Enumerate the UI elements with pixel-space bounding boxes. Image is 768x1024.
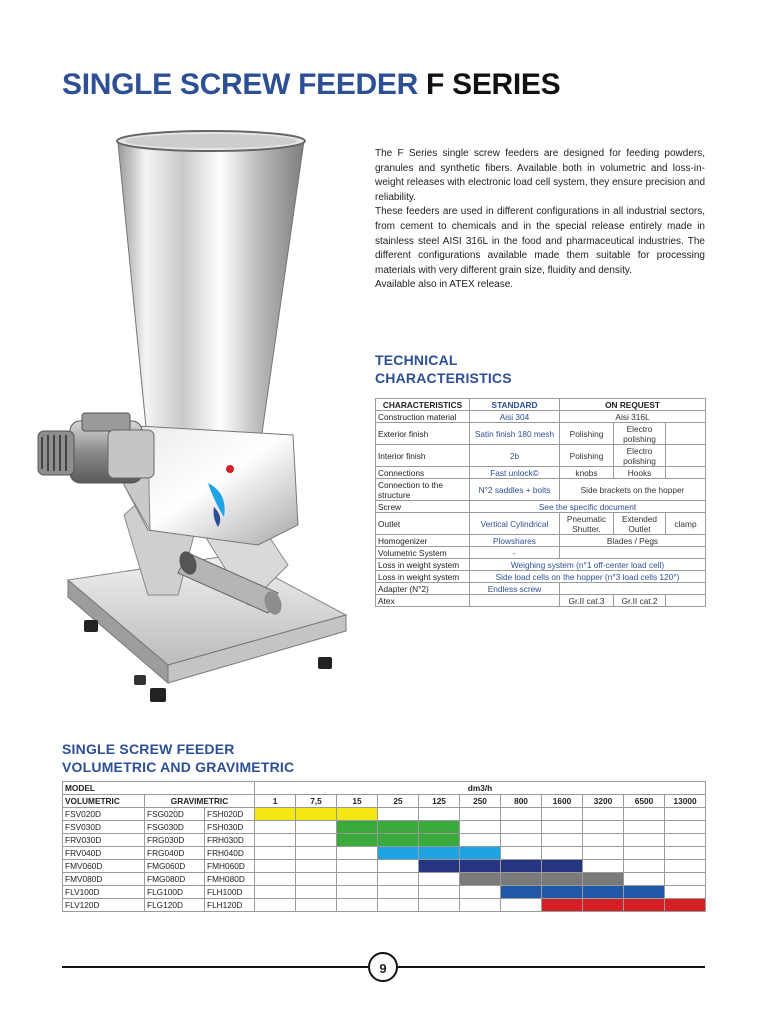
capacity-cell — [378, 808, 419, 821]
row-name: Volumetric System — [376, 547, 470, 559]
capacity-cell — [665, 886, 706, 899]
capacity-header: 13000 — [665, 795, 706, 808]
row-name: Adapter (N°2) — [376, 583, 470, 595]
capacity-cell — [378, 860, 419, 873]
table-row — [63, 873, 706, 886]
capacity-bar-cell — [337, 834, 378, 847]
capacity-bar-cell — [501, 860, 542, 873]
row-name: Homogenizer — [376, 535, 470, 547]
capacity-cell — [583, 834, 624, 847]
table-row — [63, 899, 706, 912]
model-code: FRG030D — [145, 834, 205, 847]
capacity-header: 6500 — [624, 795, 665, 808]
title-black: F SERIES — [426, 68, 561, 101]
technical-characteristics-heading — [375, 351, 705, 387]
capacity-bar-cell — [501, 886, 542, 899]
capacity-cell — [419, 808, 460, 821]
model-label: MODEL — [63, 782, 255, 795]
capacity-bar-cell — [501, 873, 542, 886]
capacity-header: 25 — [378, 795, 419, 808]
page-title — [62, 68, 560, 102]
model-code: FLH100D — [205, 886, 255, 899]
row-option: Aisi 316L — [560, 411, 706, 423]
capacity-cell — [624, 860, 665, 873]
capacity-cell — [255, 873, 296, 886]
capacity-cell — [583, 860, 624, 873]
gravimetric-label: GRAVIMETRIC — [145, 795, 255, 808]
capacity-cell — [378, 873, 419, 886]
model-code: FLG120D — [145, 899, 205, 912]
row-name: Screw — [376, 501, 470, 513]
volumetric-label: VOLUMETRIC — [63, 795, 145, 808]
row-standard: - — [470, 547, 560, 559]
capacity-cell — [255, 821, 296, 834]
table-header-row — [376, 399, 706, 411]
table-row — [376, 479, 706, 501]
table-row — [63, 847, 706, 860]
row-option: Side brackets on the hopper — [560, 479, 706, 501]
row-option-empty — [666, 445, 706, 467]
capacity-cell — [296, 821, 337, 834]
row-option-empty — [666, 423, 706, 445]
capacity-bar-cell — [378, 847, 419, 860]
table-row — [63, 860, 706, 873]
model-code: FMV060D — [63, 860, 145, 873]
model-code: FSV020D — [63, 808, 145, 821]
row-standard: Plowshares — [470, 535, 560, 547]
capacity-cell — [255, 899, 296, 912]
capacity-bar-cell — [460, 873, 501, 886]
row-standard: Endless screw — [470, 583, 560, 595]
model-code: FLV100D — [63, 886, 145, 899]
row-option: Gr.II cat.3 — [560, 595, 614, 607]
table-row — [376, 445, 706, 467]
capacity-header: 125 — [419, 795, 460, 808]
capacity-header: 3200 — [583, 795, 624, 808]
model-code: FRV030D — [63, 834, 145, 847]
table-row — [63, 821, 706, 834]
model-code: FLV120D — [63, 899, 145, 912]
capacity-cell — [460, 834, 501, 847]
capacity-cell — [501, 834, 542, 847]
table-row — [63, 834, 706, 847]
row-standard: Side load cells on the hopper (n°3 load cells 120°) — [470, 571, 706, 583]
capacity-cell — [583, 847, 624, 860]
feeder-machine-image — [28, 125, 358, 715]
capacity-header: 7,5 — [296, 795, 337, 808]
capacity-header: 1600 — [542, 795, 583, 808]
page-number: 9 — [368, 952, 398, 982]
row-standard: 2b — [470, 445, 560, 467]
models-header-row-2 — [63, 795, 706, 808]
capacity-bar-cell — [337, 808, 378, 821]
capacity-bar-cell — [460, 860, 501, 873]
row-option: Electro polishing — [614, 423, 666, 445]
row-option: Extended Outlet — [614, 513, 666, 535]
table-row — [376, 467, 706, 479]
model-code: FSV030D — [63, 821, 145, 834]
footer-rule-right — [398, 966, 705, 968]
row-name: Connection to the structure — [376, 479, 470, 501]
capacity-cell — [460, 808, 501, 821]
capacity-cell — [337, 886, 378, 899]
capacity-cell — [460, 821, 501, 834]
capacity-bar-cell — [583, 873, 624, 886]
capacity-bar-cell — [296, 808, 337, 821]
capacity-cell — [583, 821, 624, 834]
unit-label: dm3/h — [255, 782, 706, 795]
row-option-empty — [560, 547, 706, 559]
table-row — [63, 808, 706, 821]
capacity-cell — [583, 808, 624, 821]
capacity-cell — [501, 847, 542, 860]
row-option: Polishing — [560, 445, 614, 467]
capacity-cell — [296, 860, 337, 873]
model-code: FMH080D — [205, 873, 255, 886]
row-standard-empty — [470, 595, 560, 607]
capacity-cell — [665, 847, 706, 860]
model-code: FMG080D — [145, 873, 205, 886]
single-screw-feeder-heading — [62, 740, 462, 776]
capacity-cell — [624, 834, 665, 847]
capacity-cell — [378, 886, 419, 899]
table-row — [376, 571, 706, 583]
model-code: FMV080D — [63, 873, 145, 886]
capacity-bar-cell — [255, 808, 296, 821]
row-option: Pneumatic Shutter. — [560, 513, 614, 535]
table-row — [376, 501, 706, 513]
model-code: FRV040D — [63, 847, 145, 860]
model-code: FSG020D — [145, 808, 205, 821]
row-name: Construction material — [376, 411, 470, 423]
capacity-cell — [501, 808, 542, 821]
model-code: FMH060D — [205, 860, 255, 873]
capacity-bar-cell — [542, 886, 583, 899]
capacity-cell — [460, 899, 501, 912]
capacity-cell — [665, 860, 706, 873]
row-standard: Satin finish 180 mesh — [470, 423, 560, 445]
capacity-cell — [665, 873, 706, 886]
technical-characteristics-table — [375, 398, 706, 607]
table-row — [376, 513, 706, 535]
row-name: Exterior finish — [376, 423, 470, 445]
capacity-cell — [296, 886, 337, 899]
table-row — [376, 535, 706, 547]
capacity-bar-cell — [624, 886, 665, 899]
capacity-cell — [255, 860, 296, 873]
capacity-cell — [296, 834, 337, 847]
model-code: FSH030D — [205, 821, 255, 834]
row-standard: Vertical Cylindrical — [470, 513, 560, 535]
title-blue: SINGLE SCREW FEEDER — [62, 68, 418, 101]
capacity-bar-cell — [419, 860, 460, 873]
col-standard: STANDARD — [470, 399, 560, 411]
capacity-cell — [542, 847, 583, 860]
table-row — [376, 595, 706, 607]
capacity-cell — [419, 886, 460, 899]
model-code: FLG100D — [145, 886, 205, 899]
model-code: FLH120D — [205, 899, 255, 912]
row-name: Outlet — [376, 513, 470, 535]
capacity-cell — [296, 847, 337, 860]
tech-heading-line2: CHARACTERISTICS — [375, 370, 512, 386]
capacity-bar-cell — [419, 821, 460, 834]
capacity-cell — [624, 821, 665, 834]
row-standard: Weighing system (n°1 off-center load cell) — [470, 559, 706, 571]
row-standard: Fast unlock© — [470, 467, 560, 479]
capacity-cell — [624, 808, 665, 821]
models-heading-line2: VOLUMETRIC AND GRAVIMETRIC — [62, 759, 295, 775]
capacity-bar-cell — [542, 899, 583, 912]
row-option-empty — [560, 583, 706, 595]
capacity-cell — [460, 886, 501, 899]
model-code: FRH030D — [205, 834, 255, 847]
intro-text — [375, 147, 705, 293]
footer-rule-left — [62, 966, 368, 968]
table-row — [376, 411, 706, 423]
row-option: Gr.II cat.2 — [614, 595, 666, 607]
model-code: FRH040D — [205, 847, 255, 860]
capacity-bar-cell — [665, 899, 706, 912]
row-option: Blades / Pegs — [560, 535, 706, 547]
row-name: Connections — [376, 467, 470, 479]
col-characteristics: CHARACTERISTICS — [376, 399, 470, 411]
table-row — [376, 423, 706, 445]
capacity-cell — [501, 821, 542, 834]
capacity-bar-cell — [542, 860, 583, 873]
capacity-cell — [542, 821, 583, 834]
intro-paragraph-3: Available also in ATEX release. — [375, 279, 514, 291]
row-option: knobs — [560, 467, 614, 479]
capacity-cell — [296, 899, 337, 912]
capacity-cell — [337, 860, 378, 873]
capacity-cell — [624, 847, 665, 860]
capacity-cell — [624, 873, 665, 886]
table-row — [376, 583, 706, 595]
capacity-header: 1 — [255, 795, 296, 808]
model-code: FRG040D — [145, 847, 205, 860]
capacity-cell — [419, 873, 460, 886]
models-capacity-table — [62, 781, 706, 912]
capacity-bar-cell — [337, 821, 378, 834]
tech-heading-line1: TECHNICAL — [375, 352, 458, 368]
row-option: Electro polishing — [614, 445, 666, 467]
capacity-bar-cell — [583, 886, 624, 899]
row-option: Hooks — [614, 467, 666, 479]
models-header-row-1 — [63, 782, 706, 795]
row-standard: See the specific document — [470, 501, 706, 513]
capacity-bar-cell — [624, 899, 665, 912]
capacity-bar-cell — [419, 834, 460, 847]
capacity-cell — [337, 873, 378, 886]
row-name: Interior finish — [376, 445, 470, 467]
model-code: FSH020D — [205, 808, 255, 821]
row-option-empty — [666, 595, 706, 607]
capacity-cell — [378, 899, 419, 912]
capacity-cell — [542, 808, 583, 821]
capacity-cell — [419, 899, 460, 912]
capacity-header: 800 — [501, 795, 542, 808]
row-option: clamp — [666, 513, 706, 535]
row-standard: N°2 saddles + bolts — [470, 479, 560, 501]
row-standard: Aisi 304 — [470, 411, 560, 423]
capacity-header: 15 — [337, 795, 378, 808]
capacity-cell — [296, 873, 337, 886]
row-option-empty — [666, 467, 706, 479]
intro-paragraph-2: These feeders are used in different configurations in all industrial sectors, from cement to chemicals and in the special release entirely made in stainless steel AISI 316L in the food and pharmaceutical industries. The different configurations available made them suitable for processing materials with very different grain size, fluidity and density. — [375, 206, 705, 276]
capacity-cell — [542, 834, 583, 847]
capacity-bar-cell — [460, 847, 501, 860]
table-row — [376, 547, 706, 559]
capacity-cell — [255, 834, 296, 847]
capacity-bar-cell — [419, 847, 460, 860]
models-heading-line1: SINGLE SCREW FEEDER — [62, 741, 235, 757]
capacity-cell — [665, 821, 706, 834]
capacity-bar-cell — [542, 873, 583, 886]
row-name: Loss in weight system — [376, 559, 470, 571]
capacity-bar-cell — [583, 899, 624, 912]
row-name: Atex — [376, 595, 470, 607]
capacity-cell — [255, 847, 296, 860]
capacity-cell — [337, 899, 378, 912]
col-on-request: ON REQUEST — [560, 399, 706, 411]
table-row — [63, 886, 706, 899]
capacity-cell — [255, 886, 296, 899]
table-row — [376, 559, 706, 571]
capacity-cell — [337, 847, 378, 860]
row-name: Loss in weight system — [376, 571, 470, 583]
capacity-cell — [501, 899, 542, 912]
row-option: Polishing — [560, 423, 614, 445]
model-code: FMG060D — [145, 860, 205, 873]
capacity-cell — [665, 808, 706, 821]
capacity-bar-cell — [378, 821, 419, 834]
capacity-header: 250 — [460, 795, 501, 808]
capacity-bar-cell — [378, 834, 419, 847]
model-code: FSG030D — [145, 821, 205, 834]
intro-paragraph-1: The F Series single screw feeders are designed for feeding powders, granules and synthetic fibers. Available both in volumetric and loss-in-weight releases with electronic load cell system, they ensure precision and reliability. — [375, 148, 705, 203]
capacity-cell — [665, 834, 706, 847]
